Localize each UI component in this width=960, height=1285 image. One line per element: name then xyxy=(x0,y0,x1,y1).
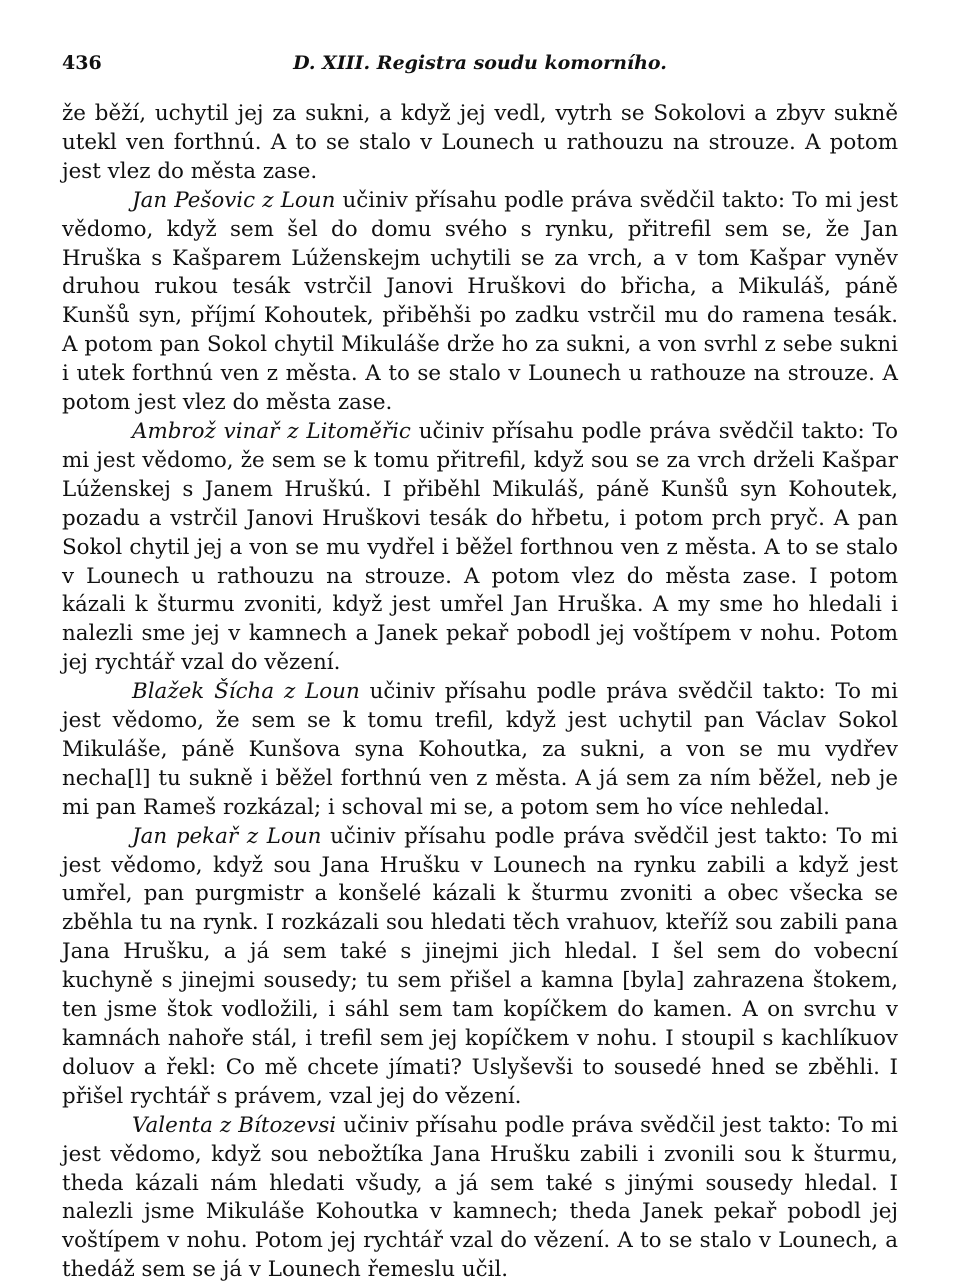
running-title: D. XIII. Registra soudu komorního. xyxy=(293,52,667,74)
testimony-text: učiniv přísahu podle práva svědčil jest takto: To mi jest vědomo, když sou nebožtíka Jana Hrušku zabili i zvonili sou k šturmu, theda kázali nám hledati všudy, a já sem také s jinými sousedy hledal. I nalezli jsme Mikuláše Kohoutka v kamnech; theda Janek pekař pobodl jej voštípem v nohu. Potom jej rychtář vzal do vězení. A to se stalo v Lounech, a thedáž sem se já v Lounech řemeslu učil. xyxy=(62,1112,898,1283)
paragraph-text: že běží, uchytil jej za sukni, a když jej vedl, vytrh se Sokolovi a zbyv sukně utekl ven forthnú. A to se stalo v Lounech u rathouzu na strouze. A potom jest vlez do města zase. xyxy=(62,101,898,184)
witness-name: Jan Pešovic z Loun xyxy=(132,187,336,213)
document-body xyxy=(62,100,898,1285)
testimony-paragraph xyxy=(62,418,898,678)
witness-name: Blažek Šícha z Loun xyxy=(132,679,360,705)
document-page xyxy=(62,52,898,1285)
page-number: 436 xyxy=(62,52,102,74)
testimony-text: učiniv přísahu podle práva svědčil takto: To mi jest vědomo, že sem se k tomu trefil, když jest uchytil pan Václav Sokol Mikuláše, páně Kunšova syna Kohoutka, za sukni, a von se mu vydřev necha[l] tu sukně i běžel forthnú ven z města. A já sem za ním běžel, neb je mi pan Rameš rozkázal; i schoval mi se, a potom sem ho více nehledal. xyxy=(62,679,898,820)
testimony-paragraph xyxy=(62,187,898,418)
running-head xyxy=(62,52,898,88)
witness-name: Valenta z Bítozevsi xyxy=(132,1112,337,1138)
testimony-text: učiniv přísahu podle práva svědčil jest takto: To mi jest vědomo, když sou Jana Hrušku v Lounech na rynku zabili a když jest umřel, pan purgmistr a konšelé kázali k šturmu zvoniti a obec všecka se zběhla tu na rynk. I rozkázali sou hledati těch vrahuov, kteříž sou zabili pana Jana Hrušku, a já sem také s jinejmi jich hledal. I šel sem do vobecní kuchyně s jinejmi sousedy; tu sem přišel a kamna [byla] zahrazena štokem, ten jsme štok vodložili, i sáhl sem tam kopíčkem do kamen. A on svrchu v kamnách nahoře stál, i trefil sem jej kopíčkem v nohu. I stoupil s kachlíkuov doluov a řekl: Co mě chcete jímati? Uslyševši to sousedé hned se zběhli. I přišel rychtář s právem, vzal jej do vězení. xyxy=(62,823,898,1109)
testimony-paragraph xyxy=(62,823,898,1112)
witness-name: Jan pekař z Loun xyxy=(132,823,322,849)
testimony-text: učiniv přísahu podle práva svědčil takto: To mi jest vědomo, že sem se k tomu přitrefil, když sou se za vrch drželi Kašpar Lúženskej s Janem Hruškú. I přiběhl Mikuláš, páně Kunšů syn Kohoutek, pozadu a vstrčil Janovi Hruškovi tesák do hřbetu, i potom prch pryč. A pan Sokol chytil jej a von se mu vydřel i běžel forthnou ven z města. A to se stalo v Lounech u rathouzu na strouze. A potom vlez do města zase. I potom kázali k šturmu zvoniti, když jest umřel Jan Hruška. A my sme ho hledali i nalezli sme jej v kamnech a Janek pekař pobodl jej voštípem v nohu. Potom jej rychtář vzal do vězení. xyxy=(62,418,899,676)
testimony-paragraph xyxy=(62,1112,898,1285)
testimony-paragraph xyxy=(62,678,898,823)
testimony-text: učiniv přísahu podle práva svědčil takto: To mi jest vědomo, když sem šel do domu svého s rynku, přitrefil sem se, že Jan Hruška s Kašparem Lúženskejm uchytili se za vrch, a v tom Kašpar vyněv druhou rukou tesák vstrčil Janovi Hruškovi do břicha, a Mikuláš, páně Kunšů syn, příjmí Kohoutek, přiběhši po zadku vstrčil mu do ramena tesák. A potom pan Sokol chytil Mikuláše drže ho za sukni, a von svrhl z sebe sukni i utek forthnú ven z města. A to se stalo v Lounech u rathouze na strouze. A potom jest vlez do města zase. xyxy=(62,187,898,416)
witness-name: Ambrož vinař z Litoměřic xyxy=(132,418,411,444)
paragraph-continuation xyxy=(62,100,898,187)
